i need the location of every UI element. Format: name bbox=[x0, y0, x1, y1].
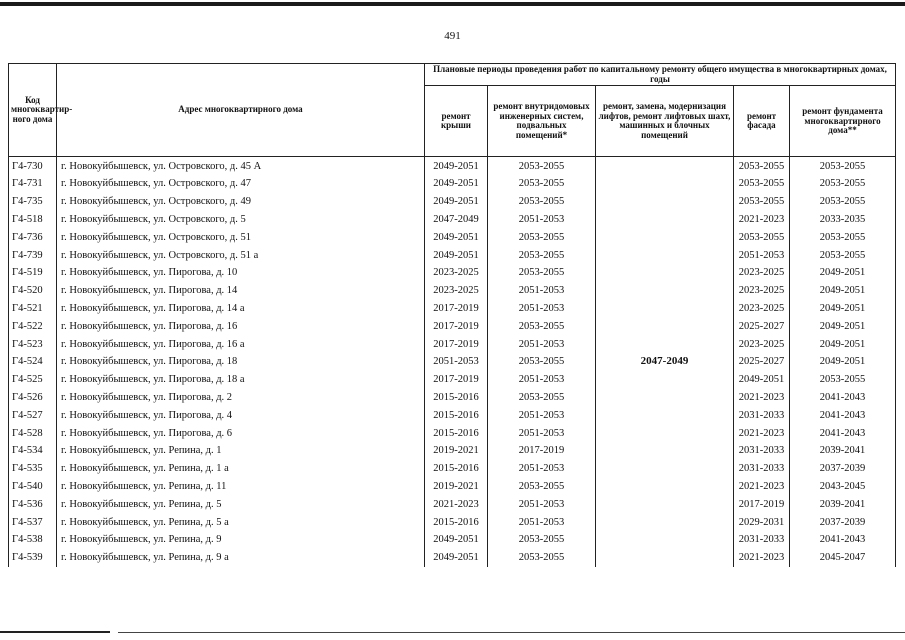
row-code: Г4-534 bbox=[9, 442, 57, 460]
row-address: г. Новокуйбышевск, ул. Островского, д. 49 bbox=[57, 193, 425, 211]
header-lifts: ремонт, замена, модернизация лифтов, ремонт лифтовых шахт, машинных и блочных помещений bbox=[596, 86, 734, 157]
row-code: Г4-521 bbox=[9, 300, 57, 318]
table-row bbox=[9, 531, 896, 549]
row-address: г. Новокуйбышевск, ул. Пирогова, д. 18 bbox=[57, 353, 425, 371]
row-roof: 2049-2051 bbox=[425, 175, 488, 193]
row-systems: 2051-2053 bbox=[488, 211, 596, 229]
row-facade: 2049-2051 bbox=[734, 371, 790, 389]
repair-schedule-table bbox=[8, 63, 896, 567]
table-row bbox=[9, 496, 896, 514]
row-facade: 2023-2025 bbox=[734, 282, 790, 300]
row-facade: 2053-2055 bbox=[734, 175, 790, 193]
row-facade: 2021-2023 bbox=[734, 424, 790, 442]
row-roof: 2015-2016 bbox=[425, 407, 488, 425]
row-roof: 2015-2016 bbox=[425, 389, 488, 407]
row-facade: 2031-2033 bbox=[734, 531, 790, 549]
row-code: Г4-731 bbox=[9, 175, 57, 193]
row-address: г. Новокуйбышевск, ул. Репина, д. 5 а bbox=[57, 513, 425, 531]
row-address: г. Новокуйбышевск, ул. Репина, д. 9 bbox=[57, 531, 425, 549]
row-facade: 2021-2023 bbox=[734, 211, 790, 229]
row-address: г. Новокуйбышевск, ул. Пирогова, д. 16 а bbox=[57, 335, 425, 353]
row-systems: 2053-2055 bbox=[488, 264, 596, 282]
row-roof: 2017-2019 bbox=[425, 318, 488, 336]
row-code: Г4-518 bbox=[9, 211, 57, 229]
table-row bbox=[9, 407, 896, 425]
row-foundation: 2033-2035 bbox=[790, 211, 896, 229]
row-facade: 2025-2027 bbox=[734, 318, 790, 336]
row-systems: 2051-2053 bbox=[488, 424, 596, 442]
header-systems: ремонт внутридомовых инженерных систем, подвальных помещений* bbox=[488, 86, 596, 157]
row-foundation: 2041-2043 bbox=[790, 407, 896, 425]
row-foundation: 2053-2055 bbox=[790, 229, 896, 247]
row-roof: 2021-2023 bbox=[425, 496, 488, 514]
row-foundation: 2037-2039 bbox=[790, 513, 896, 531]
page-number: 491 bbox=[444, 30, 461, 42]
row-facade: 2023-2025 bbox=[734, 335, 790, 353]
row-facade: 2031-2033 bbox=[734, 460, 790, 478]
table-row bbox=[9, 246, 896, 264]
table-row bbox=[9, 193, 896, 211]
row-roof: 2049-2051 bbox=[425, 531, 488, 549]
row-foundation: 2049-2051 bbox=[790, 335, 896, 353]
row-systems: 2053-2055 bbox=[488, 157, 596, 175]
row-systems: 2053-2055 bbox=[488, 193, 596, 211]
table-row bbox=[9, 318, 896, 336]
row-address: г. Новокуйбышевск, ул. Островского, д. 45 А bbox=[57, 157, 425, 175]
row-address: г. Новокуйбышевск, ул. Пирогова, д. 6 bbox=[57, 424, 425, 442]
row-systems: 2053-2055 bbox=[488, 353, 596, 371]
row-facade: 2017-2019 bbox=[734, 496, 790, 514]
row-foundation: 2053-2055 bbox=[790, 246, 896, 264]
row-code: Г4-528 bbox=[9, 424, 57, 442]
table-row bbox=[9, 460, 896, 478]
row-roof: 2015-2016 bbox=[425, 460, 488, 478]
row-facade: 2021-2023 bbox=[734, 478, 790, 496]
row-code: Г4-536 bbox=[9, 496, 57, 514]
row-foundation: 2053-2055 bbox=[790, 371, 896, 389]
row-foundation: 2049-2051 bbox=[790, 264, 896, 282]
row-facade: 2031-2033 bbox=[734, 407, 790, 425]
header-code: Код многоквартир-ного дома bbox=[9, 64, 57, 157]
row-address: г. Новокуйбышевск, ул. Репина, д. 1 bbox=[57, 442, 425, 460]
row-facade: 2023-2025 bbox=[734, 300, 790, 318]
bottom-rule bbox=[118, 632, 905, 633]
table-row bbox=[9, 211, 896, 229]
row-code: Г4-522 bbox=[9, 318, 57, 336]
row-roof: 2049-2051 bbox=[425, 193, 488, 211]
table-row bbox=[9, 335, 896, 353]
row-code: Г4-523 bbox=[9, 335, 57, 353]
row-facade: 2051-2053 bbox=[734, 246, 790, 264]
row-code: Г4-537 bbox=[9, 513, 57, 531]
row-address: г. Новокуйбышевск, ул. Репина, д. 11 bbox=[57, 478, 425, 496]
row-address: г. Новокуйбышевск, ул. Репина, д. 9 а bbox=[57, 549, 425, 567]
row-facade: 2025-2027 bbox=[734, 353, 790, 371]
table-body bbox=[9, 157, 896, 567]
row-systems: 2053-2055 bbox=[488, 389, 596, 407]
table-row bbox=[9, 389, 896, 407]
row-foundation: 2053-2055 bbox=[790, 193, 896, 211]
row-code: Г4-539 bbox=[9, 549, 57, 567]
row-address: г. Новокуйбышевск, ул. Репина, д. 5 bbox=[57, 496, 425, 514]
row-facade: 2021-2023 bbox=[734, 549, 790, 567]
row-code: Г4-735 bbox=[9, 193, 57, 211]
row-address: г. Новокуйбышевск, ул. Пирогова, д. 2 bbox=[57, 389, 425, 407]
header-roof: ремонт крыши bbox=[425, 86, 488, 157]
table-row bbox=[9, 549, 896, 567]
table-row bbox=[9, 157, 896, 175]
row-roof: 2049-2051 bbox=[425, 157, 488, 175]
row-address: г. Новокуйбышевск, ул. Пирогова, д. 14 bbox=[57, 282, 425, 300]
row-code: Г4-730 bbox=[9, 157, 57, 175]
row-code: Г4-527 bbox=[9, 407, 57, 425]
row-foundation: 2053-2055 bbox=[790, 175, 896, 193]
row-roof: 2023-2025 bbox=[425, 282, 488, 300]
row-code: Г4-540 bbox=[9, 478, 57, 496]
bottom-rule bbox=[0, 631, 110, 633]
table-row bbox=[9, 282, 896, 300]
row-facade: 2029-2031 bbox=[734, 513, 790, 531]
row-address: г. Новокуйбышевск, ул. Пирогова, д. 16 bbox=[57, 318, 425, 336]
header-periods: Плановые периоды проведения работ по капитальному ремонту общего имущества в многоквартирных домах, годы bbox=[425, 64, 896, 86]
row-address: г. Новокуйбышевск, ул. Островского, д. 5 bbox=[57, 211, 425, 229]
row-foundation: 2049-2051 bbox=[790, 300, 896, 318]
row-address: г. Новокуйбышевск, ул. Пирогова, д. 18 а bbox=[57, 371, 425, 389]
row-roof: 2023-2025 bbox=[425, 264, 488, 282]
row-foundation: 2041-2043 bbox=[790, 531, 896, 549]
row-code: Г4-519 bbox=[9, 264, 57, 282]
row-systems: 2051-2053 bbox=[488, 282, 596, 300]
row-foundation: 2039-2041 bbox=[790, 496, 896, 514]
lift-period-merged: 2047-2049 bbox=[596, 157, 734, 567]
row-roof: 2015-2016 bbox=[425, 513, 488, 531]
row-address: г. Новокуйбышевск, ул. Островского, д. 51 bbox=[57, 229, 425, 247]
row-foundation: 2049-2051 bbox=[790, 353, 896, 371]
row-foundation: 2053-2055 bbox=[790, 157, 896, 175]
row-roof: 2049-2051 bbox=[425, 549, 488, 567]
row-foundation: 2049-2051 bbox=[790, 282, 896, 300]
table-row bbox=[9, 353, 896, 371]
row-roof: 2019-2021 bbox=[425, 478, 488, 496]
row-facade: 2021-2023 bbox=[734, 389, 790, 407]
row-code: Г4-524 bbox=[9, 353, 57, 371]
table-row bbox=[9, 424, 896, 442]
row-roof: 2017-2019 bbox=[425, 335, 488, 353]
row-foundation: 2039-2041 bbox=[790, 442, 896, 460]
row-facade: 2053-2055 bbox=[734, 193, 790, 211]
row-code: Г4-538 bbox=[9, 531, 57, 549]
table-row bbox=[9, 478, 896, 496]
row-systems: 2051-2053 bbox=[488, 407, 596, 425]
row-systems: 2053-2055 bbox=[488, 318, 596, 336]
row-address: г. Новокуйбышевск, ул. Островского, д. 47 bbox=[57, 175, 425, 193]
row-facade: 2031-2033 bbox=[734, 442, 790, 460]
row-address: г. Новокуйбышевск, ул. Пирогова, д. 4 bbox=[57, 407, 425, 425]
header-foundation: ремонт фундамента многоквартирного дома** bbox=[790, 86, 896, 157]
row-roof: 2047-2049 bbox=[425, 211, 488, 229]
row-code: Г4-535 bbox=[9, 460, 57, 478]
row-code: Г4-739 bbox=[9, 246, 57, 264]
table-row bbox=[9, 264, 896, 282]
row-foundation: 2045-2047 bbox=[790, 549, 896, 567]
header-address: Адрес многоквартирного дома bbox=[57, 64, 425, 157]
row-systems: 2051-2053 bbox=[488, 513, 596, 531]
row-foundation: 2037-2039 bbox=[790, 460, 896, 478]
row-roof: 2049-2051 bbox=[425, 246, 488, 264]
row-roof: 2051-2053 bbox=[425, 353, 488, 371]
top-rule bbox=[0, 2, 905, 6]
row-code: Г4-525 bbox=[9, 371, 57, 389]
table-row bbox=[9, 229, 896, 247]
row-address: г. Новокуйбышевск, ул. Островского, д. 51 а bbox=[57, 246, 425, 264]
row-code: Г4-520 bbox=[9, 282, 57, 300]
row-roof: 2015-2016 bbox=[425, 424, 488, 442]
row-address: г. Новокуйбышевск, ул. Пирогова, д. 10 bbox=[57, 264, 425, 282]
row-systems: 2051-2053 bbox=[488, 460, 596, 478]
row-systems: 2053-2055 bbox=[488, 549, 596, 567]
row-systems: 2053-2055 bbox=[488, 229, 596, 247]
row-systems: 2053-2055 bbox=[488, 531, 596, 549]
table-row bbox=[9, 371, 896, 389]
row-systems: 2053-2055 bbox=[488, 478, 596, 496]
row-systems: 2051-2053 bbox=[488, 371, 596, 389]
row-foundation: 2041-2043 bbox=[790, 424, 896, 442]
row-roof: 2049-2051 bbox=[425, 229, 488, 247]
row-code: Г4-526 bbox=[9, 389, 57, 407]
row-roof: 2017-2019 bbox=[425, 371, 488, 389]
row-systems: 2051-2053 bbox=[488, 335, 596, 353]
header-facade: ремонт фасада bbox=[734, 86, 790, 157]
table-row bbox=[9, 513, 896, 531]
row-facade: 2023-2025 bbox=[734, 264, 790, 282]
row-foundation: 2049-2051 bbox=[790, 318, 896, 336]
row-systems: 2017-2019 bbox=[488, 442, 596, 460]
table-row bbox=[9, 175, 896, 193]
row-foundation: 2043-2045 bbox=[790, 478, 896, 496]
table-row bbox=[9, 300, 896, 318]
row-address: г. Новокуйбышевск, ул. Репина, д. 1 а bbox=[57, 460, 425, 478]
row-systems: 2051-2053 bbox=[488, 300, 596, 318]
row-systems: 2051-2053 bbox=[488, 496, 596, 514]
table-row bbox=[9, 442, 896, 460]
row-facade: 2053-2055 bbox=[734, 229, 790, 247]
row-facade: 2053-2055 bbox=[734, 157, 790, 175]
row-systems: 2053-2055 bbox=[488, 175, 596, 193]
row-systems: 2053-2055 bbox=[488, 246, 596, 264]
row-code: Г4-736 bbox=[9, 229, 57, 247]
row-address: г. Новокуйбышевск, ул. Пирогова, д. 14 а bbox=[57, 300, 425, 318]
row-roof: 2019-2021 bbox=[425, 442, 488, 460]
row-foundation: 2041-2043 bbox=[790, 389, 896, 407]
row-roof: 2017-2019 bbox=[425, 300, 488, 318]
